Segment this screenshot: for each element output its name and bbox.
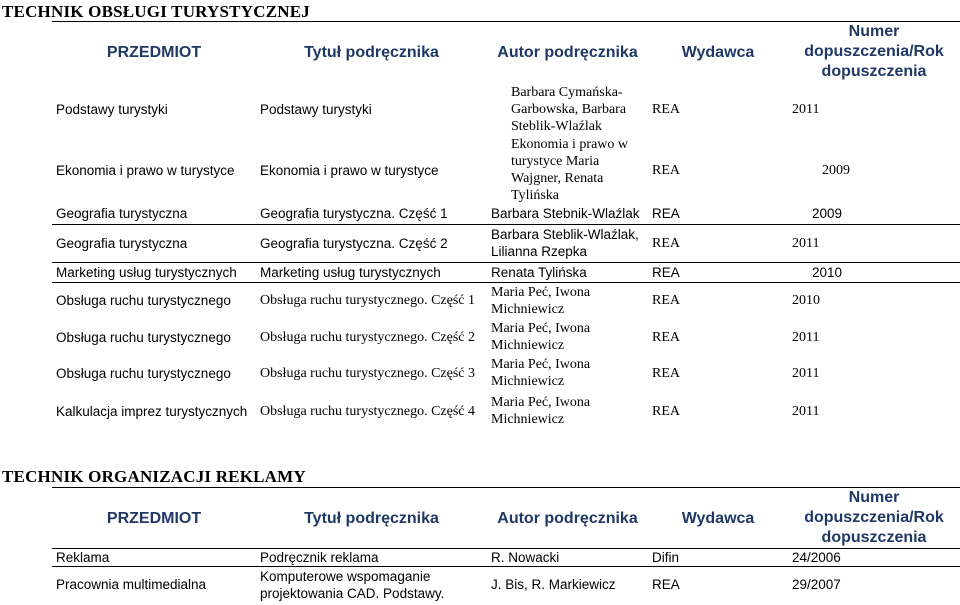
header-autor: Autor podręcznika: [497, 43, 638, 61]
header-wydawca: Wydawca: [648, 488, 788, 549]
section-title-reklama: TECHNIK ORGANIZACJI REKLAMY: [2, 467, 306, 486]
cell-przedmiot: Geografia turystyczna: [52, 204, 256, 224]
cell-wydawca: REA: [652, 101, 680, 117]
table-row: [52, 224, 960, 262]
table-row: [52, 136, 960, 204]
table-row: [52, 262, 960, 282]
cell-numer: 2009: [788, 204, 960, 224]
cell-numer: 2011: [792, 329, 820, 345]
header-numer: Numer dopuszczenia/Rok dopuszczenia: [788, 488, 960, 549]
cell-przedmiot: Obsługa ruchu turystycznego: [56, 365, 231, 381]
cell-wydawca: REA: [648, 262, 788, 282]
cell-tytul: Obsługa ruchu turystycznego. Część 3: [260, 365, 475, 381]
table-row: [52, 549, 960, 567]
header-tytul: Tytuł podręcznika: [256, 488, 487, 549]
table-row: [52, 282, 960, 319]
cell-tytul: Ekonomia i prawo w turystyce: [260, 162, 439, 178]
cell-wydawca: Difin: [648, 549, 788, 567]
cell-wydawca: REA: [648, 204, 788, 224]
table-row: [52, 82, 960, 136]
cell-numer: 2011: [792, 101, 820, 117]
header-przedmiot: PRZEDMIOT: [106, 43, 202, 61]
table-header-row: [52, 22, 960, 82]
cell-przedmiot: Ekonomia i prawo w turystyce: [56, 162, 235, 178]
cell-tytul: Podręcznik reklama: [256, 549, 487, 567]
cell-wydawca: REA: [652, 577, 680, 593]
cell-tytul: Obsługa ruchu turystycznego. Część 2: [260, 329, 475, 345]
cell-autor: Barbara Steblik-Wlaźlak, Lilianna Rzepka: [487, 224, 648, 262]
cell-tytul: Obsługa ruchu turystycznego. Część 4: [260, 403, 475, 419]
cell-wydawca: REA: [652, 293, 680, 309]
cell-tytul: Podstawy turystyki: [260, 101, 372, 117]
cell-tytul: Obsługa ruchu turystycznego. Część 1: [260, 293, 475, 309]
cell-numer: 2010: [792, 293, 820, 309]
textbook-table-turystyka: [52, 22, 960, 431]
cell-numer: 2009: [822, 162, 850, 178]
header-numer: Numer dopuszczenia/Rok dopuszczenia: [804, 23, 944, 80]
cell-tytul: Geografia turystyczna. Część 1: [256, 204, 487, 224]
cell-przedmiot: Geografia turystyczna: [52, 224, 256, 262]
cell-przedmiot: Kalkulacja imprez turystycznych: [56, 403, 248, 419]
textbook-table-reklama: [52, 488, 960, 603]
table-row: [52, 204, 960, 224]
header-wydawca: Wydawca: [681, 43, 755, 61]
cell-wydawca: REA: [648, 224, 788, 262]
table-row: [52, 319, 960, 355]
header-autor: Autor podręcznika: [487, 488, 648, 549]
cell-autor: Maria Peć, Iwona Michniewicz: [491, 357, 591, 389]
cell-przedmiot: Reklama: [52, 549, 256, 567]
cell-wydawca: REA: [652, 365, 680, 381]
cell-numer: 29/2007: [792, 577, 841, 593]
cell-autor: Renata Tylińska: [487, 262, 648, 282]
table-row: [52, 567, 960, 603]
cell-przedmiot: Pracownia multimedialna: [56, 577, 207, 593]
cell-numer: 2010: [788, 262, 960, 282]
cell-numer: 2011: [788, 224, 960, 262]
cell-tytul: Komputerowe wspomaganie projektowania CAD. Podstawy.: [260, 568, 445, 601]
cell-autor: Maria Peć, Iwona Michniewicz: [491, 284, 591, 317]
cell-tytul: Geografia turystyczna. Część 2: [256, 224, 487, 262]
cell-wydawca: REA: [652, 403, 680, 419]
cell-tytul: Marketing usług turystycznych: [256, 262, 487, 282]
section-title-turystyka: TECHNIK OBSŁUGI TURYSTYCZNEJ: [2, 2, 310, 21]
cell-autor: Barbara Cymańska-Garbowska, Barbara Steblik-Wlaźlak: [511, 84, 627, 134]
cell-autor: J. Bis, R. Markiewicz: [491, 577, 616, 593]
table-row: [52, 391, 960, 431]
cell-przedmiot: Obsługa ruchu turystycznego: [56, 329, 231, 345]
cell-przedmiot: Obsługa ruchu turystycznego: [56, 293, 231, 309]
cell-autor: Maria Peć, Iwona Michniewicz: [491, 321, 591, 353]
cell-numer: 2011: [792, 365, 820, 381]
cell-autor: Maria Peć, Iwona Michniewicz: [491, 395, 591, 427]
header-tytul: Tytuł podręcznika: [304, 43, 439, 61]
cell-autor: Barbara Stebnik-Wlaźlak: [487, 204, 648, 224]
cell-numer: 2011: [792, 403, 820, 419]
table-row: [52, 355, 960, 391]
cell-wydawca: REA: [652, 162, 680, 178]
cell-numer: 24/2006: [788, 549, 960, 567]
cell-przedmiot: Podstawy turystyki: [56, 101, 168, 117]
table-header-row: [52, 488, 960, 549]
cell-autor: R. Nowacki: [487, 549, 648, 567]
cell-autor: Ekonomia i prawo w turystyce Maria Wajgner, Renata Tylińska: [511, 137, 629, 203]
cell-przedmiot: Marketing usług turystycznych: [52, 262, 256, 282]
header-przedmiot: PRZEDMIOT: [52, 488, 256, 549]
cell-wydawca: REA: [652, 329, 680, 345]
